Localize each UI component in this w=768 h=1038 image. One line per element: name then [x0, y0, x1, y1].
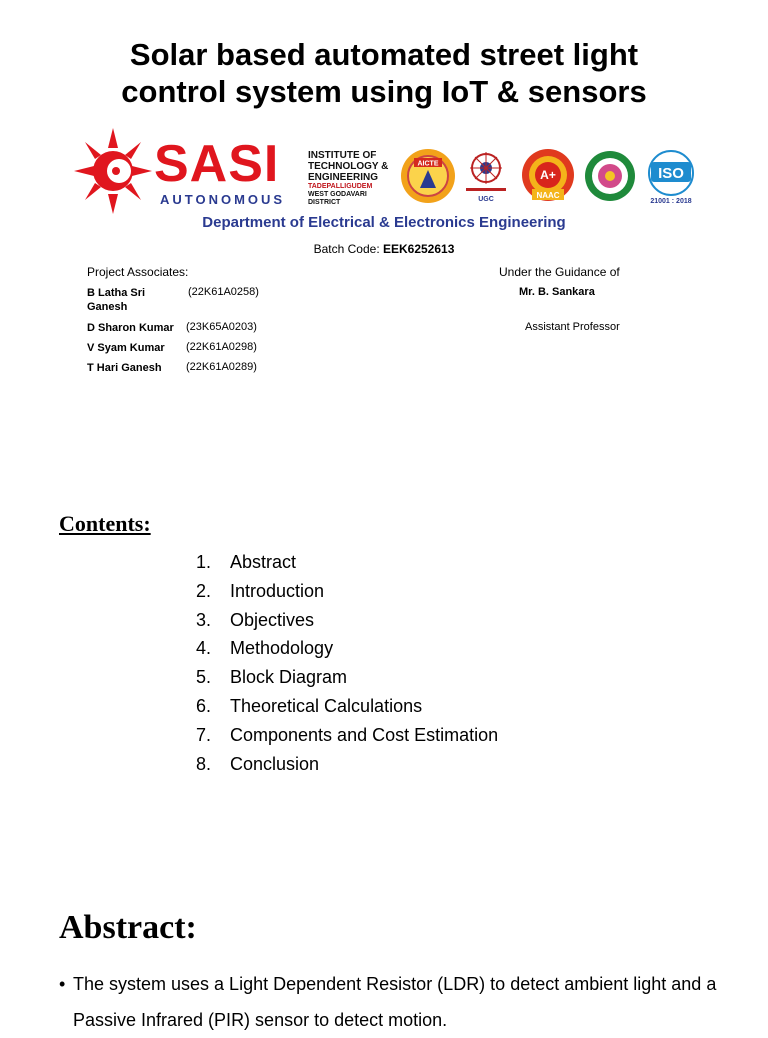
ugc-badge-icon [460, 148, 512, 206]
associate-name: B Latha Sri Ganesh [87, 287, 146, 313]
naac-badge-icon [518, 148, 578, 206]
contents-item: 5. Block Diagram [196, 667, 348, 688]
associate-roll: (22K61A0298) [186, 341, 257, 353]
guidance-heading: Under the Guidance of [499, 265, 620, 279]
associate-name: V Syam Kumar [87, 342, 165, 354]
associate-name: T Hari Ganesh [87, 362, 162, 374]
ugc-label: UGC [478, 196, 494, 203]
title-line-2: control system using IoT & sensors [121, 74, 647, 109]
contents-item: 6. Theoretical Calculations [196, 695, 423, 716]
associate-roll: (22K61A0289) [186, 361, 257, 373]
contents-item: 2. Introduction [196, 580, 325, 601]
department-name: Department of Electrical & Electronics Engineering [202, 214, 566, 231]
title-line-1: Solar based automated street light [129, 37, 639, 72]
contents-item: 8. Conclusion [196, 753, 320, 774]
abstract-bullet-text: The system uses a Light Dependent Resistor (LDR) to detect ambient light and a Passive Infrared (PIR) sensor to detect motion. [73, 974, 717, 1030]
institute-line-1: INSTITUTE OF [308, 150, 377, 161]
institute-location: TADEPALLIGUDEM [308, 183, 373, 190]
contents-list [196, 548, 498, 778]
contents-item: 3. Objectives [196, 609, 315, 630]
associate-roll: (23K65A0203) [186, 321, 257, 333]
batch-code [0, 242, 768, 256]
associate-name: D Sharon Kumar [87, 322, 174, 334]
batch-code-value: EEK6252613 [382, 242, 455, 256]
aicte-label: AICTE [417, 160, 439, 168]
naac-grade: A+ [540, 168, 556, 182]
bullet-icon: • [59, 974, 66, 994]
iso-code: 21001 : 2018 [650, 198, 692, 205]
institute-name-block [308, 150, 400, 207]
contents-heading: Contents: [59, 511, 151, 536]
contents-item: 4. Methodology [196, 638, 334, 659]
sun-logo-icon [74, 128, 152, 214]
institute-line-3: ENGINEERING [308, 172, 379, 183]
guide-designation: Assistant Professor [525, 321, 620, 333]
abstract-bullet [59, 966, 719, 1038]
iso-badge-icon [642, 148, 700, 206]
iso-label: ISO [658, 165, 684, 182]
college-logo-banner [62, 126, 706, 218]
institute-district: WEST GODAVARI DISTRICT [308, 191, 367, 206]
batch-code-label: Batch Code: [313, 242, 383, 256]
abstract-heading: Abstract: [59, 909, 197, 946]
aicte-badge-icon [400, 148, 456, 204]
logo-name: SASI [154, 135, 280, 193]
university-seal-icon [584, 148, 636, 206]
institute-line-2: TECHNOLOGY & [308, 161, 389, 172]
contents-item: 1. Abstract [196, 552, 297, 572]
document-title [0, 36, 768, 110]
logo-tagline: AUTONOMOUS [160, 192, 286, 207]
associates-heading: Project Associates: [87, 265, 189, 279]
associate-roll: (22K61A0258) [188, 286, 259, 298]
contents-item: 7. Components and Cost Estimation [196, 724, 499, 745]
guide-name: Mr. B. Sankara [519, 286, 595, 298]
naac-label: NAAC [536, 191, 560, 200]
